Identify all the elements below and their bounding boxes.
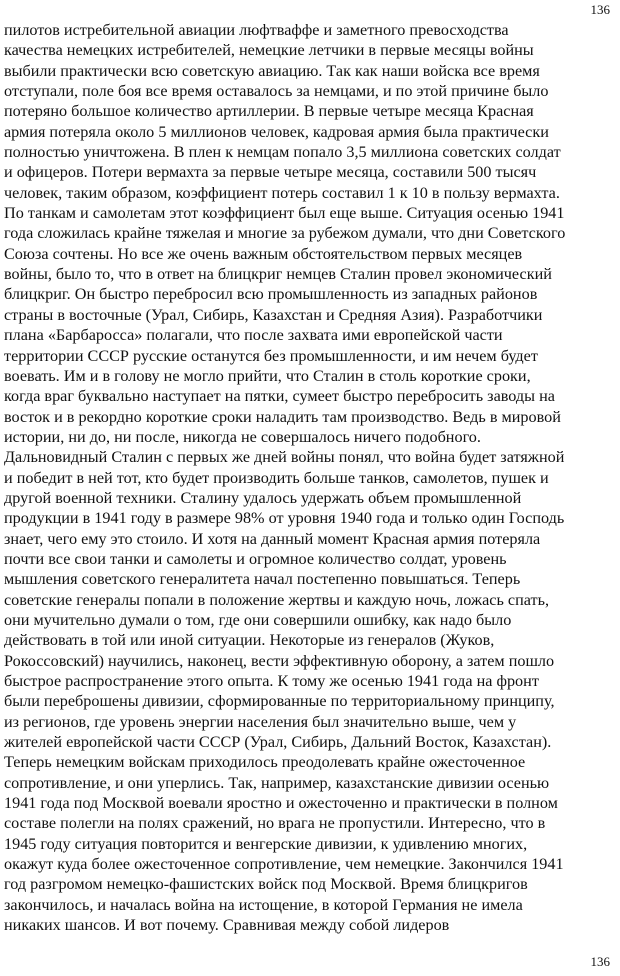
text-line: продукции в 1941 году в размере 98% от уровня 1940 года и только один Господь [4,509,565,528]
text-line: были переброшены дивизии, сформированные по территориальному принципу, [4,692,555,711]
text-line: плана «Барбаросса» полагали, что после захвата ими европейской части [4,326,503,345]
text-line: войны, было то, что в ответ на блицкриг немцев Сталин провел экономический [4,265,552,284]
text-line: советские генералы попали в положение жертвы и каждую ночь, ложась спать, [4,590,550,609]
body-text [4,20,616,935]
text-line: закончилось, и началась война на истощение, в которой Германия не имела [4,895,523,914]
text-line: когда враг буквально наступает на пятки, сумеет быстро перебросить заводы на [4,387,555,406]
text-line: и офицеров. Потери вермахта за первые четыре месяца, составили 500 тысяч [4,163,537,182]
text-line: Дальновидный Сталин с первых же дней войны понял, что война будет затяжной [4,448,565,467]
text-line: качества немецких истребителей, немецкие летчики в первые месяцы войны [4,41,534,60]
text-line: полностью уничтожена. В плен к немцам попало 3,5 миллиона советских солдат [4,143,561,162]
text-line: человек, таким образом, коэффициент потерь составил 1 к 10 в пользу вермахта. [4,183,560,202]
text-line: выбили практически всю советскую авиацию. Так как наши войска все время [4,61,540,80]
text-line: быстрое распространение этого опыта. К тому же осенью 1941 года на фронт [4,672,539,690]
page-number-bottom: 136 [590,954,610,969]
text-line: окажут куда более ожесточенное сопротивление, чем немецкие. Закончился 1941 [4,855,564,874]
page-number-top: 136 [590,2,610,17]
text-line: страны в восточные (Урал, Сибирь, Казахстан и Средняя Азия). Разработчики [4,305,543,324]
text-line: и победит в ней тот, кто будет производить больше танков, самолетов, пушек и [4,468,549,487]
text-line: год разгромом немецко-фашистских войск под Москвой. Время блицкригов [4,875,528,894]
text-line: воевать. Им и в голову не могло прийти, что Сталин в столь короткие сроки, [4,366,531,385]
text-line: 1941 года под Москвой воевали яростно и ожесточенно и практически в полном [4,794,558,813]
text-line: Рокоссовский) научились, наконец, вести эффективную оборону, а затем пошло [4,651,555,670]
text-line: действовать в той или иной ситуации. Некоторые из генералов (Жуков, [4,631,495,650]
text-line: Союза сочтены. Но все же очень важным обстоятельством первых месяцев [4,244,523,263]
text-line: года сложилась крайне тяжелая и многие за рубежом думали, что дни Советского [4,224,566,243]
text-line: другой военной техники. Сталину удалось удержать объем промышленной [4,488,522,507]
text-line: восток и в рекордно короткие сроки наладить там производство. Ведь в мировой [4,407,561,426]
text-line: никаких шансов. И вот почему. Сравнивая между собой лидеров [4,916,450,935]
text-line: знает, чего ему это стоило. И хотя на данный момент Красная армия потеряла [4,529,541,548]
text-line: почти все свои танки и самолеты и огромное количество солдат, уровень [4,549,507,568]
text-line: мышления советского генералитета начал постепенно повышаться. Теперь [4,570,521,589]
text-line: потеряно большое количество артиллерии. В первые четыре месяца Красная [4,102,534,121]
text-line: 1945 году ситуация повторится и венгерские дивизии, к удивлению многих, [4,834,528,853]
text-line: армия потеряла около 5 миллионов человек, кадровая армия была практически [4,122,549,141]
text-line: пилотов истребительной авиации люфтваффе и заметного превосходства [4,21,509,39]
text-line: территории СССР русские останутся без промышленности, и им нечем будет [4,346,538,365]
text-line: блицкриг. Он быстро перебросил всю промышленность из западных районов [4,285,538,304]
text-line: По танкам и самолетам этот коэффициент был еще выше. Ситуация осенью 1941 [4,204,565,223]
text-line: отступали, поле боя все время оставалось за немцами, и по этой причине было [4,82,549,101]
text-line: из регионов, где уровень энергии населения был значительно выше, чем у [4,712,517,731]
text-line: Теперь немецким войскам приходилось преодолевать крайне ожесточенное [4,753,526,772]
text-line: они мучительно думали о том, где они совершили ошибку, как надо было [4,610,512,629]
text-line: жителей европейской части СССР (Урал, Сибирь, Дальний Восток, Казахстан). [4,733,552,752]
text-line: составе полегли на полях сражений, но врага не пропустили. Интересно, что в [4,814,546,833]
text-line: сопротивление, и они уперлись. Так, например, казахстанские дивизии осенью [4,773,550,792]
text-line: истории, ни до, ни после, никогда не совершалось ничего подобного. [4,427,481,446]
